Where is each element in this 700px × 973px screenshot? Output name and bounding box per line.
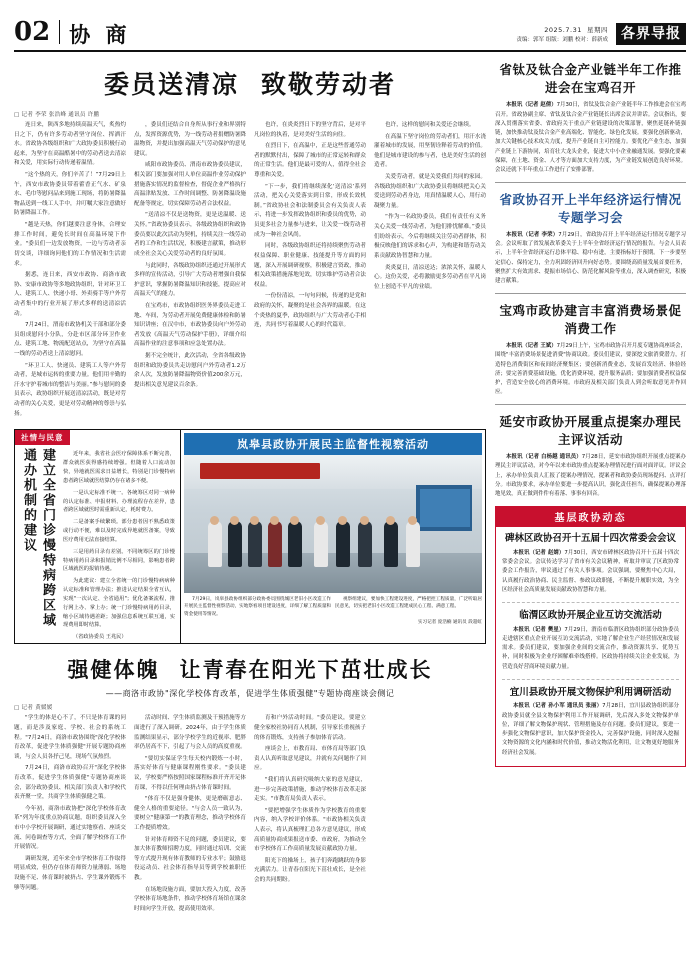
social-opinion-tag: 社情与民意 [15, 430, 70, 445]
paragraph: 针对体育师资不足的问题，委员建议，要加大体育教师招聘力度，同时通过培训、交流等方式提升现有体育教师的专业水平；鼓励退役运动员、社会体育指导员等到学校兼职任教。 [134, 836, 246, 882]
lead-column-4 [374, 121, 486, 421]
article-title: 省钛及钛合金产业链半年工作推进会在宝鸡召开 [499, 62, 682, 96]
article-lead: 本报讯（记者 王斌） [506, 342, 557, 349]
left-column [14, 59, 486, 964]
paragraph: 连日来，陕西多地持续高温天气，炙热灼日之下，仍有许多劳动者坚守岗位、挥洒汗水。省政协各级组织和广大政协委员积极行动起来，为坚守在高温酷暑中的劳动者送去清凉和关爱，用实际行动传递着温情。 [14, 122, 126, 167]
paragraph: "要把增强学生体质作为学校教育的重要内容，纳入学校评价体系。"市政协相关负责人表示，将认真梳理汇总各方意见建议，形成高质量协商成果报送市委、市政府，为推动全市学校体育工作高质量发展贡献政协力量。 [254, 807, 366, 853]
paragraph: 在宝鸡市，市政协组织医务界委员走进工地、车间，为劳动者开展免费健康体检和防暑知识讲座；在汉中市，市政协委员向户外劳动者发放《高温天气劳动保护手册》，详细介绍高温作业的注意事项和应急处置办法。 [134, 302, 246, 348]
news-box [495, 527, 686, 767]
page-number: 02 [14, 17, 51, 47]
social-opinion-left [15, 430, 181, 643]
news-lead: 本报讯（记者 赵婧） [513, 549, 565, 556]
lead-body [14, 121, 486, 421]
paragraph: “这个热的天，你们辛苦了！”7月29日上午，西安市政协委员带着藿香正气水、矿泉水、毛巾等慰问品来到施工现场，将防暑降温物品送到一线工人手中，并叮嘱大家注意做好防暑降温工作。 [14, 172, 126, 217]
paragraph: 一是认定标准不统一。各统筹区对同一病种的认定标准、申报材料、办理流程存在差异，患者跨区域就医时需重新认定，耗时费力。 [63, 489, 175, 514]
paragraph: “作为一名政协委员，我们有责任有义务关心关爱一线劳动者，为他们排忧解难。”委员们纷纷表示，今后将继续关注劳动者群体，积极反映他们的诉求和心声，为构建和谐劳动关系贡献政协智慧和力量。 [374, 214, 486, 259]
masthead-weekday: 星期四 [587, 25, 608, 34]
paragraph: 同时，各级政协组织还将持续聚焦劳动者权益保障、职业健康、技能提升等方面的问题，深入开展调研视察，积极建言资政，推动相关政策措施落地见效，切实维护劳动者合法权益。 [254, 243, 366, 288]
lead-byline: □ 记者 李荣 张浩峰 通讯员 许鹏 [14, 112, 100, 118]
article-body [495, 342, 686, 398]
news-text: 7月30日，西安市碑林区政协召开十五届十四次常委会会议。会议传达学习了省市有关会议精神，听取并审议了区政协常委会工作报告，审议通过了有关人事事项。会议强调，要聚焦中心大局，认真履行政治协商、民主监督、参政议政职能，不断提升履职实效，为全区经济社会高质量发展贡献政协智慧和力量。 [502, 549, 679, 593]
article-lead: 本报讯（记者 李荣） [506, 231, 559, 238]
news-lead: 本报讯（记者 孙小军 通讯员 张丽） [513, 703, 603, 710]
right-article-3 [495, 300, 686, 398]
paragraph: 近年来，我省社会医疗保障体系不断完善，群众就医获得感持续增强。但随着人口流动加快，异地就医需求日益增长，特别是门诊慢特病患者跨区域就医结算仍存在诸多不便。 [63, 451, 175, 484]
paragraph: 在场地设施方面，要加大投入力度，改善学校体育场地条件，推动学校体育场馆在课余时间向学生开放，提高使用效率。 [134, 886, 246, 912]
feature-column-4 [374, 714, 486, 916]
right-article-2 [495, 189, 686, 287]
feature-body [14, 714, 486, 916]
paragraph: 咸阳市政协委员、渭南市政协委员建议，相关部门要加强对用人单位高温作业劳动保护措施落实情况的监督检查，督促企业严格执行高温津贴发放、工作时间调整、防暑降温设施配备等规定，切实保障劳动者合法权益。 [134, 162, 246, 207]
paragraph: 关爱劳动者，就是关爱我们共同的家园。各级政协组织和广大政协委员将继续把关心关爱送到劳动者身边，用真情温暖人心，用行动凝聚力量。 [374, 174, 486, 209]
article-text: 7月28日，延安市政协组织开展重点提案办理民主评议活动，对今年以来市政协重点提案办理情况进行面对面评议。评议会上，承办单位负责人汇报了提案办理情况，提案者和政协委员现场提问、点评打分。市政协要求，承办单位要进一步提高认识，强化责任担当，确保提案办理落地见效，真正做到件件有着落、事事有回音。 [495, 453, 686, 498]
article-title: 延安市政协开展重点提案办理民主评议活动 [499, 413, 682, 447]
paper-logo: 各界导报 [616, 23, 686, 45]
section-title: 协 商 [69, 22, 131, 47]
paragraph: 与此同时，各级政协组织还通过开展形式多样的宣传活动，引导广大劳动者增强自我保护意识，掌握防暑降温知识和技能，提高应对高温天气的能力。 [134, 262, 246, 298]
feature-headline-block [14, 654, 486, 699]
paragraph: 为此建议：建立全省统一的门诊慢特病病种认定标准和管理办法；推进认定结果全省互认，实现"一次认定、全省通用"；优化备案流程，推行网上办、掌上办；统一门诊慢特病用药目录，缩小区域待遇差距；加强信息系统互联互通，实现费用即时结算。 [63, 578, 175, 629]
news-text: 7月28日，宜川县政协组织部分政协委员就全县文物保护利用工作开展调研，先后深入多处文物保护单位，详细了解文物保护现状、管理措施及存在问题。委员们建议，要进一步强化文物保护意识，加大保护资金投入，完善保护设施，同时深入挖掘文物资源的文化内涵和时代价值，推动文物活化利用，让文物更好地服务经济社会发展。 [502, 703, 679, 756]
divider [495, 404, 686, 405]
lead-column-1 [14, 121, 126, 421]
masthead-divider [59, 20, 60, 44]
news-text: 7月29日，渭南市临渭区政协组织部分政协委员走进辖区重点企业开展互访交流活动，实地了解企业生产经营情况和发展需求。委员们建议，要加强企业间的交流合作，推动资源共享、优势互补，同时积极为企业纾困解难牵线搭桥。区政协将持续关注企业发展，为营造良好营商环境贡献力量。 [502, 626, 679, 670]
paragraph: 也许，这样的慰问和关爱还会继续。 [385, 122, 475, 128]
divider [495, 182, 686, 183]
news-title: 临渭区政协开展企业互访交流活动 [519, 610, 662, 622]
feature-subheadline: ——商洛市政协"深化学校体育改革，促进学生体质强健"专题协商座谈会侧记 [105, 689, 395, 699]
paragraph: “送清凉不仅是送物资，更是送温暖、送关怀。”省政协委员表示，各级政协组织和政协委员要以此次活动为契机，持续关注一线劳动者的工作和生活状况，积极建言献策，推动形成全社会关心关爱劳动者的良好氛围。 [134, 212, 246, 257]
paragraph: 炎炎夏日，清凉送达；浓浓关怀，温暖人心。这份关爱，必将激励更多劳动者在平凡岗位上创造不平凡的业绩。 [374, 264, 486, 290]
paragraph: "学生的体是心不了，不只是体育课的问题，而是涉及家庭、学校、社会的系统工程。"7月24日，商洛市政协围绕"深化学校体育改革，促进学生体质强健"开展专题协商座谈，与会人员各抒己见，现场气氛热烈。 [14, 715, 126, 760]
paragraph: 在烈日下，在高温中，正是这些普通劳动者的默默付出，保障了城市的正常运转和群众的正常生活。他们是最可爱的人，值得全社会尊重和关爱。 [254, 143, 366, 179]
photo-image [184, 455, 482, 593]
paragraph: 三是用药目录有差别。不同统筹区的门诊慢特病用药目录和报销比例不尽相同，影响患者跨区域就医的报销待遇。 [63, 548, 175, 573]
paragraph: 阳光下的操场上，孩子们奔跑跳跃的身影充满活力。让青春在阳光下茁壮成长，是全社会的共同期盼。 [254, 857, 366, 884]
lead-column-2 [134, 121, 246, 421]
feature-column-3 [254, 714, 366, 916]
masthead [14, 10, 686, 52]
photo-block [181, 430, 485, 643]
paragraph: 活动时间、学生体质监测及干预措施等方面进行了深入调研。2024年，由于学生体质监测结果显示，部分学校学生的近视率、肥胖率仍居高不下，引起了与会人员的高度重视。 [134, 715, 246, 751]
article-body [495, 101, 686, 175]
paragraph: 二是备案手续繁琐。部分患者因不熟悉政策或行动不便，难以及时完成异地就医备案，导致医疗费用无法直接结算。 [63, 519, 175, 543]
article-lead: 本报讯（记者 赵倩） [506, 102, 557, 109]
article-title: 省政协召开上半年经济运行情况专题学习会 [499, 191, 682, 225]
news-item [502, 679, 679, 758]
social-opinion-title: 建立全省门诊慢特病跨区域通办机制的建议 [21, 448, 55, 629]
article-body [495, 231, 686, 287]
divider [495, 293, 686, 294]
social-opinion-text [61, 430, 180, 643]
article-title: 宝鸡市政协建言丰富消费场景促消费工作 [499, 302, 682, 336]
paragraph: "我们将认真研究吸纳大家的意见建议，进一步完善政策措施，推动学校体育改革走深走实。"市教育局负责人表示。 [254, 776, 366, 803]
feature-headline-part-1: 强健体魄 [67, 657, 160, 683]
feature-column-2 [134, 714, 246, 916]
page-body [14, 59, 686, 964]
paragraph: 7月24日，渭南市政协机关干部和部分委员组成慰问小分队，分赴市区部分环卫作业点、建筑工地、物流配送站点，为坚守在高温一线的劳动者送上清凉慰问。 [14, 322, 126, 358]
paragraph: “下一步，我们将继续深化‘送清凉’系列活动，把关心关爱落实到日常，形成长效机制。”省政协社会和法制委员会有关负责人表示，将进一步发挥政协组织和委员的优势，动员更多社会力量参与进来，让关爱一线劳动者成为一种社会风尚。 [254, 183, 366, 238]
paragraph: （省政协委员 王兆民） [73, 634, 127, 641]
paragraph: "体育不仅是强身健体，更是磨砺意志、健全人格的重要途径。"与会人员一致认为，要树立"健康第一"的教育理念，推动学校体育工作提质增效。 [134, 796, 246, 831]
feature-column-1 [14, 714, 126, 916]
paragraph: 座谈会上，市教育局、市体育局等部门负责人认真听取意见建议，并就有关问题作了回应。 [254, 746, 366, 772]
news-lead: 本报讯（记者 樊星） [513, 626, 565, 633]
paragraph: 在高温下坚守岗位的劳动者们，用汗水浇灌着城市的发展，用坚韧诠释着劳动的价值。他们是城市建设的参与者，也是美好生活的创造者。 [374, 133, 486, 169]
news-item [502, 532, 679, 595]
photo-caption-title: 岚皋县政协开展民主监督性视察活动 [184, 433, 482, 455]
paragraph: 据不完全统计，此次活动，全省各级政协组织和政协委员共走访慰问户外劳动者1.2万余人次，发放防暑降温物资价值200余万元，提出相关意见建议百余条。 [134, 353, 246, 388]
paragraph: 今年初，商洛市政协把"深化学校体育改革"列为年度重点协商议题，组织委员深入全市中小学校开展调研，通过实地察看、座谈交流、问卷调查等方式，全面了解学校体育工作开展情况。 [14, 805, 126, 851]
article-lead: 本报讯（记者 白杨越 通讯员） [506, 453, 582, 460]
paragraph: 也许，在炎炎烈日下的坚守背后，是对平凡岗位的执着，是对美好生活的向往。 [254, 122, 366, 138]
news-title: 宜川县政协开展文物保护利用调研活动 [509, 686, 672, 698]
news-item [502, 602, 679, 672]
paragraph: ，委员们还结合自身所从事行业和界别特点，发挥资源优势，为一线劳动者捐赠防暑降温物资，并提出加强高温天气劳动保护的意见建议。 [134, 122, 246, 157]
article-text: 7月29日上午，宝鸡市政协召开月度专题协商座谈会，围绕"丰富消费场景促进消费"协商议政。委员们建议，要深挖文旅消费潜力，打造特色消费街区和夜间经济聚集区；要创新消费业态，发展首发经济、体验经济；要完善消费基础设施，优化消费环境，提升服务品质；要加强消费者权益保护，营造安全放心的消费环境。市政府及相关部门负责人到会听取意见并作回应。 [495, 342, 686, 396]
news-title: 碑林区政协召开十五届十四次常委会会议 [504, 533, 676, 545]
paragraph: "越是天热，你们越要注意身体，合理安排工作时间，避免长时间在高温环境下作业。"委员们一边发放物资，一边与劳动者亲切交谈，详细询问他们的工作情况和生活需求。 [14, 222, 126, 267]
lead-headline [14, 59, 486, 110]
right-column [495, 59, 686, 964]
masthead-credits: 责编：郭军 组版：刘鹏 校对：薛新成 [516, 36, 608, 43]
lead-headline-part-1: 委员送清凉 [103, 70, 239, 99]
masthead-right [517, 23, 687, 45]
photo-captions [184, 596, 482, 617]
photo-caption-1: 7月29日，岚皋县政协组织部分政协委员围绕城区老旧小区改造工作开展民主监督性视察活动，实地察看项目建设进度，详细了解工程质量和资金使用等情况。 [184, 597, 332, 617]
feature-byline: □ 记者 黄媛媛 [14, 705, 53, 712]
paragraph: "要切实保证学生每天校内锻炼一小时，落实好体育与健康课程刚性要求。"委员建议，学校要严格按照国家课程标准开齐开足体育课，不得以任何理由挤占体育课时间。 [134, 755, 246, 791]
paragraph: 育和户外活动时间。"委员建议，要建立健全家校社协同育人机制，引导家长重视孩子的体育锻炼，支持孩子参加体育活动。 [254, 715, 366, 741]
right-article-1 [495, 59, 686, 176]
feature-headline-part-2: 让青春在阳光下茁壮成长 [179, 657, 433, 683]
lead-column-3 [254, 121, 366, 421]
photo-credit: 实习记者 庞浩楠 通讯员 段超虹 [417, 619, 482, 625]
paragraph: 据悉，连日来，西安市政协、商洛市政协、安康市政协等多地政协组织，针对环卫工人、建筑工人、快递小哥、外卖骑手等户外劳动者集中的行业开展了形式多样的送清凉活动。 [14, 272, 126, 317]
paragraph: “环卫工人、快递员、建筑工人等户外劳动者，是城市运转的重要力量。他们用辛勤的汗水守护着城市的整洁与美丽。”参与慰问的委员表示，政协组织开展送清凉活动，既是对劳动者的关心关爱，更是对劳动精神的尊崇与弘扬。 [14, 362, 126, 417]
article-body [495, 453, 686, 499]
paragraph: 调研发现，近年来全市学校体育工作取得明显成效，但仍存在体育师资力量薄弱、场地设施不足、体育课时被挤占、学生课外锻炼不够等问题。 [14, 855, 126, 891]
right-article-4 [495, 411, 686, 500]
article-text: 7月29日，省政协召开上半年经济运行情况专题学习会。会议听取了省发展改革委关于上半年全省经济运行情况的报告。与会人员表示，上半年全省经济运行总体平稳、稳中有进，主要指标好于预期。下一步要坚定信心、保持定力，全力巩固经济回升向好态势。要围绕高质量发展首要任务，聚焦扩大有效需求、提振市场信心、防范化解风险等重点，深入调查研究，积极建言献策。 [495, 231, 686, 285]
news-band-title: 基层政协动态 [495, 506, 686, 527]
masthead-date: 2025.7.31 [544, 25, 582, 34]
paragraph: 一份份清凉，一句句问候，传递的是党和政府的关怀，凝聚的是社会各界的温暖。在这个炎热的夏季，政协组织与广大劳动者心手相连，共同书写着温暖人心的时代篇章。 [254, 293, 366, 329]
photo-caption-2: 视察组建议，要加快工程建设进度，严格把控工程质量，广泛听取居民意见，切实把老旧小区改造工程建成民心工程、满意工程。 [335, 597, 482, 610]
masthead-meta [517, 25, 609, 45]
paragraph: 7月24日，商洛市政协召开"深化学校体育改革，促进学生体质强健"专题协商座谈会，部分政协委员、相关部门负责人和学校代表齐聚一堂，共商学生体质强健之策。 [14, 765, 126, 801]
article-text: 7月30日，省钛及钛合金产业链半年工作推进会在宝鸡召开。省政协副主席、省钛及钛合金产业链链长出席会议并讲话。会议指出，要深入贯彻落实省委、省政府关于重点产业链建设的决策部署，聚焦延链补链强链，加快推动钛及钛合金产业高端化、智能化、绿色化发展。要强化创新驱动，加大关键核心技术攻关力度，提升产业链自主可控能力。要优化产业生态，加强产业链上下游协同，培育壮大龙头企业，促进大中小企业融通发展。要强化要素保障，在土地、资金、人才等方面加大支持力度，为产业链发展创造良好环境。会议还就下半年重点工作进行了安排部署。 [495, 102, 686, 174]
social-opinion-box [14, 429, 486, 644]
lead-headline-part-2: 致敬劳动者 [261, 70, 397, 99]
